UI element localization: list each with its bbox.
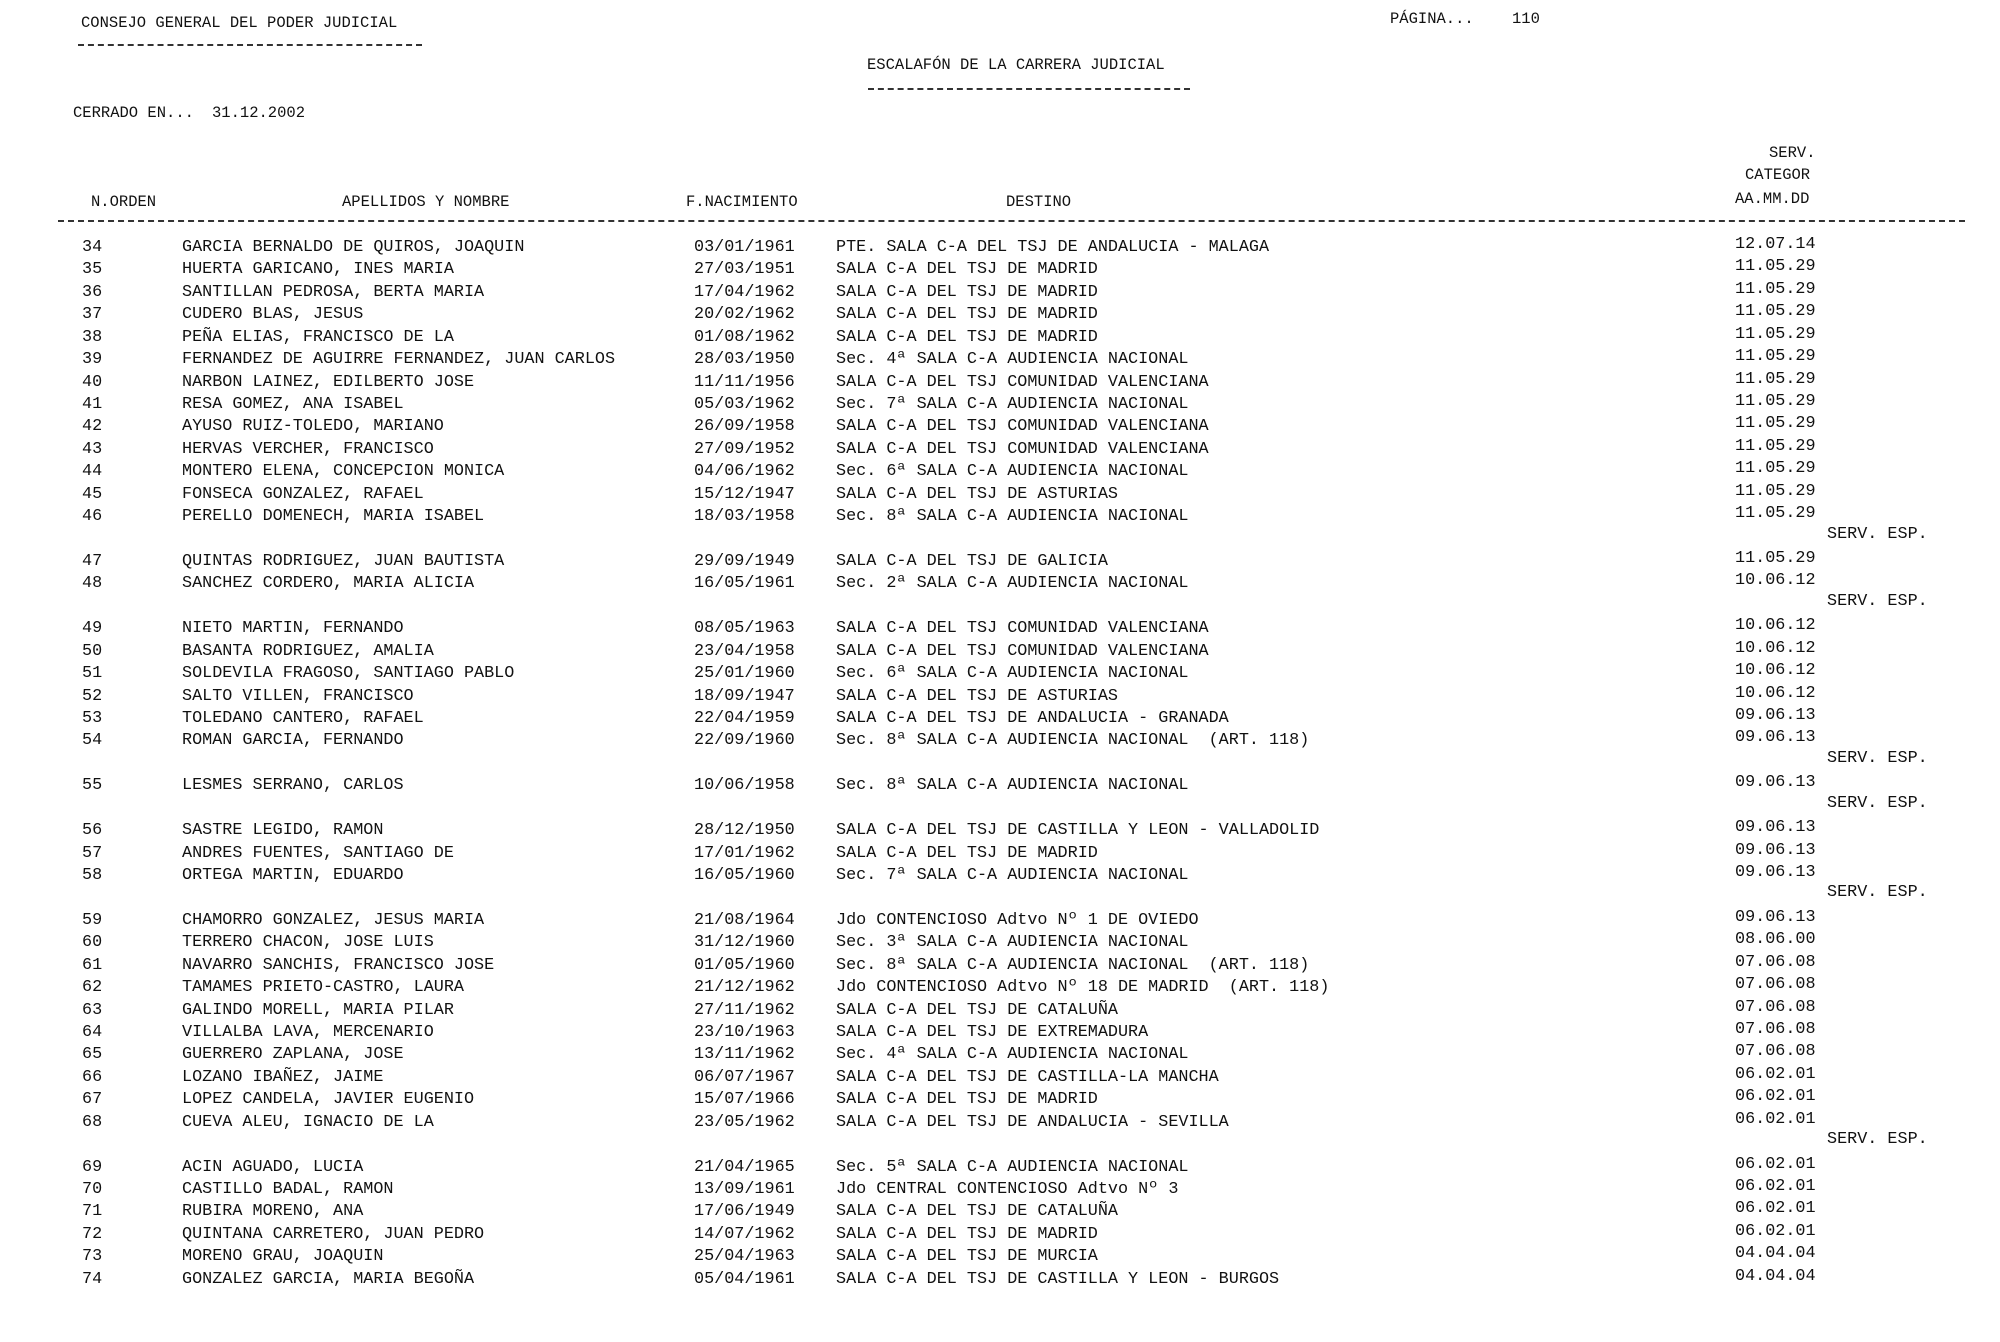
row-birth-date: 06/07/1967 [694,1068,795,1087]
row-service-time: 10.06.12 [1735,639,1816,658]
row-service-time: 10.06.12 [1735,616,1816,635]
row-destination: SALA C-A DEL TSJ DE ANDALUCIA - SEVILLA [836,1113,1229,1132]
row-name: GONZALEZ GARCIA, MARIA BEGOÑA [182,1270,475,1289]
row-service-time: 11.05.29 [1735,325,1816,344]
row-destination: SALA C-A DEL TSJ COMUNIDAD VALENCIANA [836,373,1209,392]
row-destination: Sec. 8ª SALA C-A AUDIENCIA NACIONAL [836,776,1189,795]
row-birth-date: 21/12/1962 [694,978,795,997]
row-destination: SALA C-A DEL TSJ COMUNIDAD VALENCIANA [836,619,1209,638]
row-destination: Sec. 3ª SALA C-A AUDIENCIA NACIONAL [836,933,1189,952]
row-service-time: 10.06.12 [1735,571,1816,590]
row-number: 39 [82,350,103,369]
row-number: 62 [82,978,103,997]
row-service-time: 07.06.08 [1735,1042,1816,1061]
row-birth-date: 20/02/1962 [694,305,795,324]
col-destino: DESTINO [1006,193,1072,211]
row-name: ROMAN GARCIA, FERNANDO [182,731,404,750]
row-birth-date: 17/04/1962 [694,283,795,302]
row-birth-date: 21/08/1964 [694,911,795,930]
serv-esp-note: SERV. ESP. [1827,592,1928,611]
row-number: 64 [82,1023,103,1042]
row-number: 68 [82,1113,103,1132]
serv-esp-note: SERV. ESP. [1827,749,1928,768]
row-birth-date: 22/09/1960 [694,731,795,750]
serv-esp-note: SERV. ESP. [1827,794,1928,813]
row-birth-date: 29/09/1949 [694,552,795,571]
row-name: HERVAS VERCHER, FRANCISCO [182,440,434,459]
title-underline [868,88,1190,90]
row-number: 42 [82,417,103,436]
row-name: SASTRE LEGIDO, RAMON [182,821,384,840]
row-name: BASANTA RODRIGUEZ, AMALIA [182,642,434,661]
row-number: 74 [82,1270,103,1289]
row-service-time: 11.05.29 [1735,414,1816,433]
row-birth-date: 13/11/1962 [694,1045,795,1064]
row-name: CUEVA ALEU, IGNACIO DE LA [182,1113,434,1132]
row-number: 56 [82,821,103,840]
row-service-time: 11.05.29 [1735,302,1816,321]
row-name: CUDERO BLAS, JESUS [182,305,364,324]
row-destination: SALA C-A DEL TSJ COMUNIDAD VALENCIANA [836,417,1209,436]
row-name: RESA GOMEZ, ANA ISABEL [182,395,404,414]
organization-name: CONSEJO GENERAL DEL PODER JUDICIAL [81,14,398,32]
row-name: TOLEDANO CANTERO, RAFAEL [182,709,424,728]
organization-underline [78,44,422,46]
row-birth-date: 08/05/1963 [694,619,795,638]
row-birth-date: 31/12/1960 [694,933,795,952]
row-destination: SALA C-A DEL TSJ DE MADRID [836,305,1098,324]
row-name: ANDRES FUENTES, SANTIAGO DE [182,844,454,863]
row-name: GUERRERO ZAPLANA, JOSE [182,1045,404,1064]
row-service-time: 07.06.08 [1735,1020,1816,1039]
row-name: FERNANDEZ DE AGUIRRE FERNANDEZ, JUAN CARLOS [182,350,616,369]
row-number: 35 [82,260,103,279]
row-destination: Jdo CONTENCIOSO Adtvo Nº 1 DE OVIEDO [836,911,1199,930]
row-service-time: 07.06.08 [1735,953,1816,972]
row-number: 43 [82,440,103,459]
row-birth-date: 27/03/1951 [694,260,795,279]
row-destination: SALA C-A DEL TSJ COMUNIDAD VALENCIANA [836,440,1209,459]
row-destination: SALA C-A DEL TSJ DE CASTILLA-LA MANCHA [836,1068,1219,1087]
row-service-time: 06.02.01 [1735,1155,1816,1174]
row-service-time: 11.05.29 [1735,370,1816,389]
row-birth-date: 26/09/1958 [694,417,795,436]
row-name: TAMAMES PRIETO-CASTRO, LAURA [182,978,464,997]
col-n-orden: N.ORDEN [91,193,157,211]
row-birth-date: 17/06/1949 [694,1202,795,1221]
row-destination: Sec. 8ª SALA C-A AUDIENCIA NACIONAL (ART. 118) [836,731,1310,750]
closed-date: 31.12.2002 [212,104,306,122]
row-name: ACIN AGUADO, LUCIA [182,1158,364,1177]
row-number: 40 [82,373,103,392]
row-name: ORTEGA MARTIN, EDUARDO [182,866,404,885]
row-number: 59 [82,911,103,930]
row-destination: SALA C-A DEL TSJ DE ASTURIAS [836,485,1118,504]
row-service-time: 06.02.01 [1735,1177,1816,1196]
row-number: 55 [82,776,103,795]
col-serv-line2: CATEGOR [1745,166,1811,184]
row-number: 73 [82,1247,103,1266]
row-service-time: 09.06.13 [1735,773,1816,792]
row-destination: Sec. 4ª SALA C-A AUDIENCIA NACIONAL [836,350,1189,369]
row-service-time: 12.07.14 [1735,235,1816,254]
row-destination: Jdo CONTENCIOSO Adtvo Nº 18 DE MADRID (ART. 118) [836,978,1330,997]
row-name: SANCHEZ CORDERO, MARIA ALICIA [182,574,475,593]
row-number: 63 [82,1001,103,1020]
row-number: 57 [82,844,103,863]
row-destination: SALA C-A DEL TSJ DE MADRID [836,1090,1098,1109]
row-service-time: 11.05.29 [1735,459,1816,478]
row-number: 37 [82,305,103,324]
row-destination: Sec. 6ª SALA C-A AUDIENCIA NACIONAL [836,664,1189,683]
row-birth-date: 25/01/1960 [694,664,795,683]
row-name: MONTERO ELENA, CONCEPCION MONICA [182,462,505,481]
row-destination: SALA C-A DEL TSJ DE MADRID [836,1225,1098,1244]
row-service-time: 04.04.04 [1735,1244,1816,1263]
row-destination: Sec. 8ª SALA C-A AUDIENCIA NACIONAL [836,507,1189,526]
row-number: 52 [82,687,103,706]
document-title: ESCALAFÓN DE LA CARRERA JUDICIAL [867,56,1165,74]
header-separator [58,220,1965,222]
row-destination: SALA C-A DEL TSJ DE GALICIA [836,552,1108,571]
row-birth-date: 16/05/1961 [694,574,795,593]
row-birth-date: 18/09/1947 [694,687,795,706]
row-number: 58 [82,866,103,885]
row-number: 49 [82,619,103,638]
row-name: QUINTAS RODRIGUEZ, JUAN BAUTISTA [182,552,505,571]
row-birth-date: 05/04/1961 [694,1270,795,1289]
row-service-time: 09.06.13 [1735,818,1816,837]
row-birth-date: 04/06/1962 [694,462,795,481]
row-birth-date: 22/04/1959 [694,709,795,728]
row-number: 60 [82,933,103,952]
row-number: 61 [82,956,103,975]
row-service-time: 10.06.12 [1735,661,1816,680]
row-destination: SALA C-A DEL TSJ COMUNIDAD VALENCIANA [836,642,1209,661]
row-number: 34 [82,238,103,257]
row-service-time: 11.05.29 [1735,347,1816,366]
row-number: 50 [82,642,103,661]
row-name: SALTO VILLEN, FRANCISCO [182,687,414,706]
row-birth-date: 15/07/1966 [694,1090,795,1109]
row-birth-date: 11/11/1956 [694,373,795,392]
page-label: PÁGINA... [1390,10,1474,28]
row-name: RUBIRA MORENO, ANA [182,1202,364,1221]
row-service-time: 11.05.29 [1735,392,1816,411]
row-number: 46 [82,507,103,526]
row-destination: SALA C-A DEL TSJ DE ANDALUCIA - GRANADA [836,709,1229,728]
row-service-time: 11.05.29 [1735,549,1816,568]
row-destination: SALA C-A DEL TSJ DE MADRID [836,260,1098,279]
row-destination: SALA C-A DEL TSJ DE MADRID [836,328,1098,347]
row-name: GARCIA BERNALDO DE QUIROS, JOAQUIN [182,238,525,257]
row-name: HUERTA GARICANO, INES MARIA [182,260,454,279]
row-birth-date: 10/06/1958 [694,776,795,795]
row-birth-date: 14/07/1962 [694,1225,795,1244]
row-name: NIETO MARTIN, FERNANDO [182,619,404,638]
row-name: TERRERO CHACON, JOSE LUIS [182,933,434,952]
row-birth-date: 17/01/1962 [694,844,795,863]
row-number: 36 [82,283,103,302]
row-service-time: 06.02.01 [1735,1065,1816,1084]
row-destination: Sec. 5ª SALA C-A AUDIENCIA NACIONAL [836,1158,1189,1177]
row-name: LOZANO IBAÑEZ, JAIME [182,1068,384,1087]
row-service-time: 06.02.01 [1735,1110,1816,1129]
row-number: 65 [82,1045,103,1064]
row-name: LESMES SERRANO, CARLOS [182,776,404,795]
row-destination: Sec. 6ª SALA C-A AUDIENCIA NACIONAL [836,462,1189,481]
page-number: 110 [1512,10,1540,28]
row-number: 38 [82,328,103,347]
row-service-time: 06.02.01 [1735,1087,1816,1106]
row-birth-date: 05/03/1962 [694,395,795,414]
row-destination: SALA C-A DEL TSJ DE MADRID [836,283,1098,302]
row-service-time: 09.06.13 [1735,908,1816,927]
row-destination: Sec. 2ª SALA C-A AUDIENCIA NACIONAL [836,574,1189,593]
row-birth-date: 15/12/1947 [694,485,795,504]
row-service-time: 09.06.13 [1735,841,1816,860]
row-name: GALINDO MORELL, MARIA PILAR [182,1001,454,1020]
row-number: 51 [82,664,103,683]
row-number: 54 [82,731,103,750]
row-service-time: 11.05.29 [1735,437,1816,456]
row-birth-date: 27/09/1952 [694,440,795,459]
serv-esp-note: SERV. ESP. [1827,883,1928,902]
row-service-time: 08.06.00 [1735,930,1816,949]
row-destination: SALA C-A DEL TSJ DE MADRID [836,844,1098,863]
row-name: PERELLO DOMENECH, MARIA ISABEL [182,507,485,526]
row-name: SANTILLAN PEDROSA, BERTA MARIA [182,283,485,302]
row-birth-date: 18/03/1958 [694,507,795,526]
row-name: FONSECA GONZALEZ, RAFAEL [182,485,424,504]
col-nacimiento: F.NACIMIENTO [686,193,798,211]
row-name: NARBON LAINEZ, EDILBERTO JOSE [182,373,475,392]
row-birth-date: 13/09/1961 [694,1180,795,1199]
row-service-time: 10.06.12 [1735,684,1816,703]
row-service-time: 11.05.29 [1735,504,1816,523]
row-birth-date: 01/08/1962 [694,328,795,347]
row-birth-date: 23/04/1958 [694,642,795,661]
col-serv-line3: AA.MM.DD [1735,190,1810,208]
row-service-time: 09.06.13 [1735,706,1816,725]
row-destination: Sec. 7ª SALA C-A AUDIENCIA NACIONAL [836,395,1189,414]
row-destination: SALA C-A DEL TSJ DE CASTILLA Y LEON - BURGOS [836,1270,1280,1289]
row-name: VILLALBA LAVA, MERCENARIO [182,1023,434,1042]
row-destination: SALA C-A DEL TSJ DE CATALUÑA [836,1001,1118,1020]
serv-esp-note: SERV. ESP. [1827,1130,1928,1149]
row-destination: Sec. 4ª SALA C-A AUDIENCIA NACIONAL [836,1045,1189,1064]
row-birth-date: 16/05/1960 [694,866,795,885]
serv-esp-note: SERV. ESP. [1827,525,1928,544]
row-name: MORENO GRAU, JOAQUIN [182,1247,384,1266]
row-birth-date: 21/04/1965 [694,1158,795,1177]
row-number: 53 [82,709,103,728]
row-number: 72 [82,1225,103,1244]
row-name: PEÑA ELIAS, FRANCISCO DE LA [182,328,454,347]
row-name: AYUSO RUIZ-TOLEDO, MARIANO [182,417,444,436]
row-destination: Sec. 8ª SALA C-A AUDIENCIA NACIONAL (ART. 118) [836,956,1310,975]
row-birth-date: 01/05/1960 [694,956,795,975]
row-service-time: 11.05.29 [1735,257,1816,276]
row-destination: SALA C-A DEL TSJ DE EXTREMADURA [836,1023,1149,1042]
row-destination: SALA C-A DEL TSJ DE ASTURIAS [836,687,1118,706]
closed-label: CERRADO EN... [73,104,194,122]
row-birth-date: 03/01/1961 [694,238,795,257]
row-service-time: 11.05.29 [1735,482,1816,501]
row-name: LOPEZ CANDELA, JAVIER EUGENIO [182,1090,475,1109]
row-number: 47 [82,552,103,571]
row-number: 41 [82,395,103,414]
row-service-time: 04.04.04 [1735,1267,1816,1286]
row-destination: PTE. SALA C-A DEL TSJ DE ANDALUCIA - MALAGA [836,238,1270,257]
col-serv-line1: SERV. [1769,144,1816,162]
row-number: 48 [82,574,103,593]
row-service-time: 06.02.01 [1735,1199,1816,1218]
row-birth-date: 27/11/1962 [694,1001,795,1020]
row-number: 45 [82,485,103,504]
row-birth-date: 28/03/1950 [694,350,795,369]
row-name: NAVARRO SANCHIS, FRANCISCO JOSE [182,956,495,975]
row-name: CHAMORRO GONZALEZ, JESUS MARIA [182,911,485,930]
row-birth-date: 25/04/1963 [694,1247,795,1266]
row-birth-date: 28/12/1950 [694,821,795,840]
row-service-time: 07.06.08 [1735,998,1816,1017]
row-birth-date: 23/05/1962 [694,1113,795,1132]
col-apellidos: APELLIDOS Y NOMBRE [342,193,510,211]
row-service-time: 06.02.01 [1735,1222,1816,1241]
row-number: 71 [82,1202,103,1221]
row-destination: Jdo CENTRAL CONTENCIOSO Adtvo Nº 3 [836,1180,1179,1199]
row-service-time: 09.06.13 [1735,863,1816,882]
row-destination: SALA C-A DEL TSJ DE CASTILLA Y LEON - VALLADOLID [836,821,1320,840]
row-name: QUINTANA CARRETERO, JUAN PEDRO [182,1225,485,1244]
row-destination: SALA C-A DEL TSJ DE CATALUÑA [836,1202,1118,1221]
row-destination: Sec. 7ª SALA C-A AUDIENCIA NACIONAL [836,866,1189,885]
row-name: CASTILLO BADAL, RAMON [182,1180,394,1199]
row-service-time: 09.06.13 [1735,728,1816,747]
row-service-time: 11.05.29 [1735,280,1816,299]
row-name: SOLDEVILA FRAGOSO, SANTIAGO PABLO [182,664,515,683]
row-service-time: 07.06.08 [1735,975,1816,994]
row-number: 44 [82,462,103,481]
row-number: 66 [82,1068,103,1087]
row-destination: SALA C-A DEL TSJ DE MURCIA [836,1247,1098,1266]
row-birth-date: 23/10/1963 [694,1023,795,1042]
row-number: 67 [82,1090,103,1109]
row-number: 70 [82,1180,103,1199]
row-number: 69 [82,1158,103,1177]
